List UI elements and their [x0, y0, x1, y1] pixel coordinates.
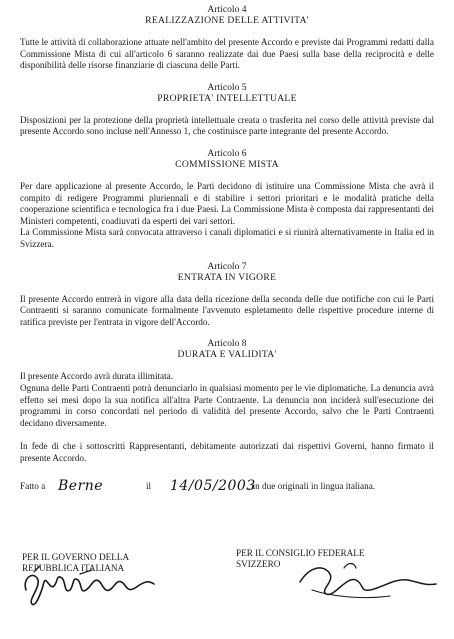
article-number: Articolo 5: [207, 81, 247, 93]
article-title: PROPRIETA' INTELLETTUALE: [157, 92, 297, 104]
article-number: Articolo 7: [207, 260, 247, 272]
article-4: [20, 4, 434, 72]
article-paragraph: Il presente Accordo entrerà in vigore alla data della ricezione della seconda delle due notifiche con cui le Parti Contraenti si saranno comunicate formalmente l'avvenuto espletamento delle rispettive procedure interne di ratifica previste per l'entrata in vigore dell'Accordo.: [20, 293, 434, 327]
article-paragraph: Ognuna delle Parti Contraenti potrà denunciarlo in qualsiasi momento per le vie diplomatiche. La denuncia avrà effetto sei mesi dopo la sua notifica all'altra Parte Contraente. La denuncia non inciderà sull'esecuzione dei programmi in corso concordati nel periodo di validità del presente Accordo, salvo che le Parti Contraenti decidano diversamente.: [20, 382, 434, 428]
closing-paragraph: In fede di che i sottoscritti Rappresentanti, debitamente autorizzati dai rispettivi Governi, hanno firmato il presente Accordo.: [20, 441, 434, 463]
article-number: Articolo 6: [207, 147, 247, 159]
right-signatory-line2: SVIZZERO: [236, 559, 281, 569]
right-signatory-line1: PER IL CONSIGLIO FEDERALE: [236, 548, 365, 558]
left-signatory-line1: PER IL GOVERNO DELLA: [22, 552, 130, 562]
article-title: REALIZZAZIONE DELLE ATTIVITA': [145, 15, 309, 26]
handwritten-place: Berne: [58, 478, 104, 495]
article-title: DURATA E VALIDITA': [177, 349, 277, 361]
article-paragraph: La Commissione Mista sarà convocata attraverso i canali diplomatici e si riunirà alternativamente in Italia ed in Svizzera.: [20, 227, 434, 249]
article-paragraph: Disposizioni per la protezione della proprietà intellettuale creata o trasferita nel corso delle attività previste dal presente Accordo sono incluse nell'Annesso 1, che costituisce parte integrante del presente Accordo.: [20, 114, 434, 137]
left-signatory-line2: REPUBBLICA ITALIANA: [22, 563, 125, 573]
date-il: il: [146, 481, 152, 492]
article-6: [20, 148, 434, 251]
article-title: ENTRATA IN VIGORE: [177, 271, 277, 283]
date-suffix: , in due originali in lingua italiana.: [248, 481, 376, 492]
right-handwritten-signature: [290, 556, 440, 606]
handwritten-date: 14/05/2003: [170, 478, 256, 495]
article-title: COMMISSIONE MISTA: [175, 158, 279, 170]
article-paragraph: Il presente Accordo avrà durata illimitata.: [20, 371, 174, 382]
article-number: Articolo 8: [207, 338, 247, 350]
left-handwritten-signature: [20, 560, 160, 610]
article-8: [20, 338, 434, 429]
article-7: [20, 261, 434, 329]
article-paragraph: Per dare applicazione al presente Accordo, le Parti decidono di istituire una Commissione Mista che avrà il compito di redigere Programmi pluriennali e di stabilire i settori prioritari e le modalità pratiche della cooperazione scientifica e tecnologica fra i due Paesi. La Commissione Mista è composta dai rappresentanti dei Ministeri competenti, coadiuvati da esperti dei vari settori.: [20, 180, 434, 226]
article-5: [20, 82, 434, 138]
date-line: [20, 474, 434, 496]
article-paragraph: Tutte le attività di collaborazione attuate nell'ambito del presente Accordo e previste dai Programmi redatti dalla Commissione Mista di cui all'articolo 6 saranno realizzate dai due Paesi sulla base della reciprocità e delle disponibilità delle risorse finanziarie di ciascuna delle Parti.: [20, 37, 434, 71]
article-number: Articolo 4: [207, 4, 247, 15]
date-prefix: Fatto a: [20, 481, 46, 492]
